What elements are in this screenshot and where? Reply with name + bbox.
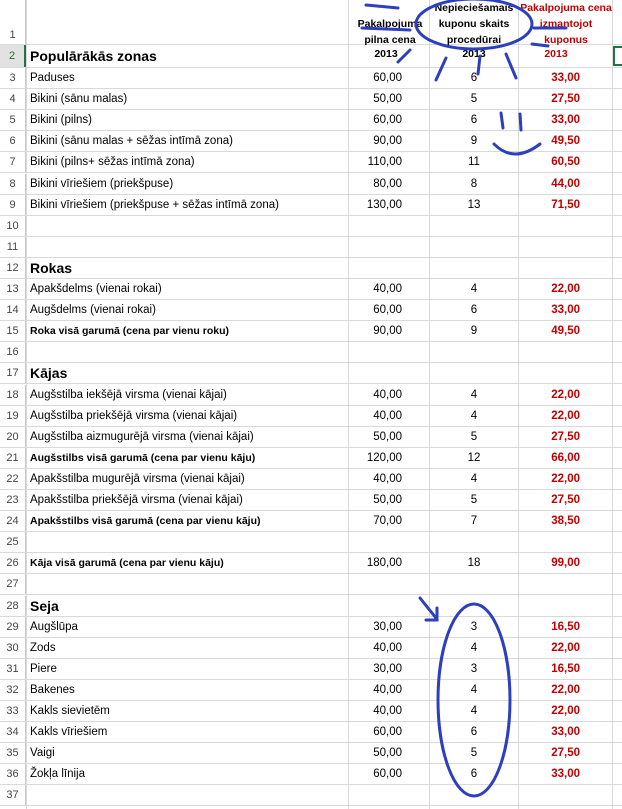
table-row[interactable] bbox=[0, 68, 622, 89]
table-row[interactable] bbox=[0, 448, 622, 469]
service-name[interactable]: Žokļa līnija bbox=[30, 768, 85, 781]
service-name[interactable]: Augšlūpa bbox=[30, 620, 78, 633]
row-number[interactable]: 31 bbox=[0, 659, 26, 679]
service-name[interactable]: Bikini vīriešiem (priekšpuse) bbox=[30, 177, 174, 190]
table-row[interactable] bbox=[0, 131, 622, 152]
coupon-count-cell[interactable]: 4 bbox=[470, 409, 478, 422]
full-price-cell[interactable]: 90,00 bbox=[373, 135, 402, 148]
full-price-cell[interactable]: 110,00 bbox=[367, 156, 402, 169]
row-number[interactable]: 28 bbox=[0, 596, 26, 616]
service-name[interactable]: Augšstilbs visā garumā (cena par vienu kāju) bbox=[30, 451, 256, 464]
row-number[interactable]: 20 bbox=[0, 427, 26, 447]
row-number[interactable]: 3 bbox=[0, 68, 26, 88]
service-name[interactable]: Bikini (sānu malas) bbox=[30, 93, 128, 106]
coupon-price-cell[interactable]: 22,00 bbox=[551, 472, 580, 485]
full-price-cell[interactable]: 50,00 bbox=[373, 93, 402, 106]
year-coupon-price[interactable]: 2013 bbox=[544, 48, 568, 60]
coupon-count-cell[interactable]: 12 bbox=[467, 451, 481, 464]
coupon-count-cell[interactable]: 3 bbox=[470, 662, 478, 675]
full-price-cell[interactable]: 30,00 bbox=[373, 620, 402, 633]
table-row[interactable] bbox=[0, 638, 622, 659]
full-price-cell[interactable]: 60,00 bbox=[373, 768, 402, 781]
section-title[interactable]: Rokas bbox=[30, 259, 73, 276]
full-price-cell[interactable]: 60,00 bbox=[373, 114, 402, 127]
header-coupon-price-line2: izmantojot bbox=[539, 18, 593, 30]
coupon-count-cell[interactable]: 4 bbox=[470, 283, 478, 296]
row-number[interactable]: 1 bbox=[0, 0, 26, 44]
service-name[interactable]: Roka visā garumā (cena par vienu roku) bbox=[30, 325, 229, 338]
table-row[interactable] bbox=[0, 363, 622, 384]
table-row[interactable] bbox=[0, 300, 622, 321]
service-name[interactable]: Bikini (pilns) bbox=[30, 114, 92, 127]
full-price-cell[interactable]: 70,00 bbox=[373, 515, 402, 528]
coupon-price-cell[interactable]: 22,00 bbox=[551, 683, 580, 696]
row-number[interactable]: 33 bbox=[0, 701, 26, 721]
service-name[interactable]: Augšstilba priekšējā virsma (vienai kājai) bbox=[30, 409, 238, 422]
full-price-cell[interactable]: 40,00 bbox=[373, 388, 402, 401]
table-row[interactable] bbox=[0, 279, 622, 300]
table-row[interactable] bbox=[0, 195, 622, 216]
table-row[interactable] bbox=[0, 110, 622, 131]
table-row[interactable] bbox=[0, 385, 622, 406]
row-number[interactable]: 24 bbox=[0, 511, 26, 531]
coupon-count-cell[interactable]: 6 bbox=[470, 72, 478, 85]
coupon-count-cell[interactable]: 13 bbox=[467, 198, 481, 211]
full-price-cell[interactable]: 80,00 bbox=[373, 177, 402, 190]
row-number[interactable]: 9 bbox=[0, 195, 26, 215]
coupon-price-cell[interactable]: 33,00 bbox=[551, 768, 580, 781]
table-row[interactable] bbox=[0, 701, 622, 722]
service-name[interactable]: Piere bbox=[30, 662, 57, 675]
coupon-price-cell[interactable]: 38,50 bbox=[551, 515, 580, 528]
coupon-count-cell[interactable]: 6 bbox=[470, 726, 478, 739]
year-coupon-count[interactable]: 2013 bbox=[462, 48, 486, 60]
header-coupon-count-line2: kuponu skaits bbox=[438, 18, 510, 30]
service-name[interactable]: Vaigi bbox=[30, 747, 55, 760]
full-price-cell[interactable]: 50,00 bbox=[373, 747, 402, 760]
table-row[interactable] bbox=[0, 680, 622, 701]
service-name[interactable]: Augšstilba iekšējā virsma (vienai kājai) bbox=[30, 388, 227, 401]
section-title[interactable]: Populārākās zonas bbox=[30, 48, 157, 64]
table-row[interactable] bbox=[0, 532, 622, 553]
table-row[interactable] bbox=[0, 659, 622, 680]
year-full-price[interactable]: 2013 bbox=[374, 48, 398, 60]
full-price-cell[interactable]: 40,00 bbox=[373, 283, 402, 296]
coupon-count-cell[interactable]: 6 bbox=[470, 304, 478, 317]
table-row[interactable] bbox=[0, 553, 622, 574]
service-name[interactable]: Bikini (sānu malas + sēžas intīmā zona) bbox=[30, 135, 233, 148]
row-number[interactable]: 5 bbox=[0, 110, 26, 130]
coupon-price-cell[interactable]: 49,50 bbox=[551, 135, 580, 148]
header-coupon-count[interactable] bbox=[428, 0, 520, 48]
row-number[interactable]: 7 bbox=[0, 152, 26, 172]
table-row[interactable] bbox=[0, 574, 622, 595]
row-number[interactable]: 25 bbox=[0, 532, 26, 552]
row-number[interactable]: 15 bbox=[0, 321, 26, 341]
coupon-price-cell[interactable]: 22,00 bbox=[551, 388, 580, 401]
row-number[interactable]: 35 bbox=[0, 743, 26, 763]
table-row[interactable] bbox=[0, 617, 622, 638]
coupon-price-cell[interactable]: 33,00 bbox=[551, 304, 580, 317]
coupon-price-cell[interactable]: 66,00 bbox=[551, 451, 580, 464]
full-price-cell[interactable]: 180,00 bbox=[366, 557, 402, 570]
row-number[interactable]: 2 bbox=[0, 45, 26, 67]
coupon-price-cell[interactable]: 27,50 bbox=[551, 747, 580, 760]
full-price-cell[interactable]: 50,00 bbox=[373, 494, 402, 507]
row-number[interactable]: 13 bbox=[0, 279, 26, 299]
full-price-cell[interactable]: 90,00 bbox=[373, 325, 402, 338]
row-number[interactable]: 17 bbox=[0, 363, 26, 383]
coupon-price-cell[interactable]: 33,00 bbox=[551, 726, 580, 739]
table-row[interactable] bbox=[0, 764, 622, 785]
coupon-count-cell[interactable]: 11 bbox=[468, 156, 480, 169]
coupon-price-cell[interactable]: 33,00 bbox=[551, 72, 580, 85]
service-name[interactable]: Bikini vīriešiem (priekšpuse + sēžas intīmā zona) bbox=[30, 198, 279, 211]
coupon-price-cell[interactable]: 16,50 bbox=[551, 662, 580, 675]
row-number[interactable]: 22 bbox=[0, 469, 26, 489]
row-number[interactable]: 32 bbox=[0, 680, 26, 700]
full-price-cell[interactable]: 40,00 bbox=[373, 683, 402, 696]
service-name[interactable]: Apakšstilba mugurējā virsma (vienai kājai) bbox=[30, 472, 245, 485]
table-row[interactable] bbox=[0, 596, 622, 617]
service-name[interactable]: Augšdelms (vienai rokai) bbox=[30, 304, 156, 317]
full-price-cell[interactable]: 40,00 bbox=[373, 705, 402, 718]
service-name[interactable]: Apakšdelms (vienai rokai) bbox=[30, 283, 162, 296]
row-number[interactable]: 11 bbox=[0, 237, 26, 257]
coupon-count-cell[interactable]: 18 bbox=[467, 557, 481, 570]
full-price-cell[interactable]: 130,00 bbox=[366, 198, 402, 211]
coupon-count-cell[interactable]: 6 bbox=[470, 768, 478, 781]
table-row[interactable] bbox=[0, 427, 622, 448]
service-name[interactable]: Kakls vīriešiem bbox=[30, 726, 108, 739]
header-coupon-price-line3: kuponus bbox=[544, 34, 588, 46]
full-price-cell[interactable]: 40,00 bbox=[373, 641, 402, 654]
coupon-count-cell[interactable]: 5 bbox=[470, 747, 478, 760]
coupon-count-cell[interactable]: 8 bbox=[470, 177, 478, 190]
header-full-price[interactable] bbox=[350, 16, 430, 48]
row-number[interactable]: 18 bbox=[0, 385, 26, 405]
coupon-price-cell[interactable]: 99,00 bbox=[551, 557, 580, 570]
table-row[interactable] bbox=[0, 490, 622, 511]
service-name[interactable]: Paduses bbox=[30, 72, 75, 85]
row-number[interactable]: 4 bbox=[0, 89, 26, 109]
coupon-count-cell[interactable]: 3 bbox=[470, 620, 478, 633]
service-name[interactable]: Zods bbox=[30, 641, 56, 654]
header-coupon-count-line3: procedūrai bbox=[446, 34, 502, 46]
coupon-count-cell[interactable]: 4 bbox=[470, 388, 478, 401]
coupon-count-cell[interactable]: 5 bbox=[470, 494, 478, 507]
coupon-count-cell[interactable]: 9 bbox=[470, 135, 478, 148]
coupon-price-cell[interactable]: 71,50 bbox=[551, 198, 580, 211]
service-name[interactable]: Apakšstilba priekšējā virsma (vienai kājai) bbox=[30, 494, 243, 507]
coupon-price-cell[interactable]: 44,00 bbox=[551, 177, 580, 190]
table-row[interactable] bbox=[0, 237, 622, 258]
selected-cell[interactable] bbox=[613, 46, 622, 66]
row-number[interactable]: 37 bbox=[0, 785, 26, 805]
table-row[interactable] bbox=[0, 152, 622, 173]
section-title[interactable]: Kājas bbox=[30, 365, 68, 382]
full-price-cell[interactable]: 60,00 bbox=[373, 726, 402, 739]
header-full-price-line2: pilna cena bbox=[364, 34, 416, 46]
table-row[interactable] bbox=[0, 258, 622, 279]
table-row[interactable] bbox=[0, 216, 622, 237]
row-number[interactable]: 26 bbox=[0, 553, 26, 573]
row-number[interactable]: 23 bbox=[0, 490, 26, 510]
row-number[interactable]: 30 bbox=[0, 638, 26, 658]
full-price-cell[interactable]: 40,00 bbox=[373, 472, 402, 485]
coupon-price-cell[interactable]: 49,50 bbox=[551, 325, 580, 338]
service-name[interactable]: Bikini (pilns+ sēžas intīmā zona) bbox=[30, 156, 195, 169]
table-row[interactable] bbox=[0, 406, 622, 427]
service-name[interactable]: Augšstilba aizmugurējā virsma (vienai kājai) bbox=[30, 430, 254, 443]
coupon-price-cell[interactable]: 60,50 bbox=[551, 156, 580, 169]
row-number[interactable]: 8 bbox=[0, 174, 26, 194]
service-name[interactable]: Kakls sievietēm bbox=[30, 705, 110, 718]
coupon-count-cell[interactable]: 4 bbox=[470, 472, 478, 485]
full-price-cell[interactable]: 40,00 bbox=[373, 409, 402, 422]
coupon-price-cell[interactable]: 33,00 bbox=[551, 114, 580, 127]
row-number[interactable]: 29 bbox=[0, 617, 26, 637]
header-coupon-count-line1: Nepieciešamais bbox=[434, 2, 514, 14]
full-price-cell[interactable]: 50,00 bbox=[373, 430, 402, 443]
row-number[interactable]: 12 bbox=[0, 258, 26, 278]
coupon-price-cell[interactable]: 27,50 bbox=[551, 494, 580, 507]
coupon-count-cell[interactable]: 5 bbox=[470, 430, 478, 443]
header-coupon-price[interactable] bbox=[514, 0, 618, 48]
coupon-count-cell[interactable]: 5 bbox=[470, 93, 478, 106]
coupon-price-cell[interactable]: 22,00 bbox=[551, 409, 580, 422]
row-number[interactable]: 27 bbox=[0, 574, 26, 594]
full-price-cell[interactable]: 60,00 bbox=[373, 304, 402, 317]
coupon-price-cell[interactable]: 16,50 bbox=[551, 620, 580, 633]
header-coupon-price-line1: Pakalpojuma cena bbox=[520, 2, 612, 14]
coupon-price-cell[interactable]: 22,00 bbox=[551, 283, 580, 296]
full-price-cell[interactable]: 30,00 bbox=[373, 662, 402, 675]
row-number[interactable]: 21 bbox=[0, 448, 26, 468]
table-row[interactable] bbox=[0, 785, 622, 806]
table-row[interactable] bbox=[0, 469, 622, 490]
coupon-count-cell[interactable]: 4 bbox=[470, 641, 478, 654]
table-row[interactable] bbox=[0, 174, 622, 195]
header-full-price-line1: Pakalpojuma bbox=[357, 18, 423, 30]
row-number[interactable]: 6 bbox=[0, 131, 26, 151]
service-name[interactable]: Bakenes bbox=[30, 683, 75, 696]
coupon-price-cell[interactable]: 22,00 bbox=[551, 641, 580, 654]
service-name[interactable]: Apakšstilbs visā garumā (cena par vienu kāju) bbox=[30, 515, 261, 528]
row-number[interactable]: 36 bbox=[0, 764, 26, 784]
table-row[interactable] bbox=[0, 743, 622, 764]
row-number[interactable]: 34 bbox=[0, 722, 26, 742]
coupon-price-cell[interactable]: 27,50 bbox=[551, 93, 580, 106]
table-row[interactable] bbox=[0, 722, 622, 743]
table-row[interactable] bbox=[0, 89, 622, 110]
row-number[interactable]: 14 bbox=[0, 300, 26, 320]
table-row[interactable] bbox=[0, 511, 622, 532]
section-title[interactable]: Seja bbox=[30, 597, 59, 614]
full-price-cell[interactable]: 60,00 bbox=[373, 72, 402, 85]
coupon-price-cell[interactable]: 27,50 bbox=[551, 430, 580, 443]
coupon-count-cell[interactable]: 4 bbox=[470, 705, 478, 718]
coupon-count-cell[interactable]: 9 bbox=[470, 325, 478, 338]
row-number[interactable]: 19 bbox=[0, 406, 26, 426]
row-number[interactable]: 10 bbox=[0, 216, 26, 236]
coupon-count-cell[interactable]: 6 bbox=[470, 114, 478, 127]
full-price-cell[interactable]: 120,00 bbox=[366, 451, 402, 464]
coupon-count-cell[interactable]: 7 bbox=[470, 515, 478, 528]
service-name[interactable]: Kāja visā garumā (cena par vienu kāju) bbox=[30, 557, 224, 570]
coupon-price-cell[interactable]: 22,00 bbox=[551, 705, 580, 718]
row-number[interactable]: 16 bbox=[0, 342, 26, 362]
table-row[interactable] bbox=[0, 342, 622, 363]
table-row[interactable] bbox=[0, 321, 622, 342]
coupon-count-cell[interactable]: 4 bbox=[470, 683, 478, 696]
